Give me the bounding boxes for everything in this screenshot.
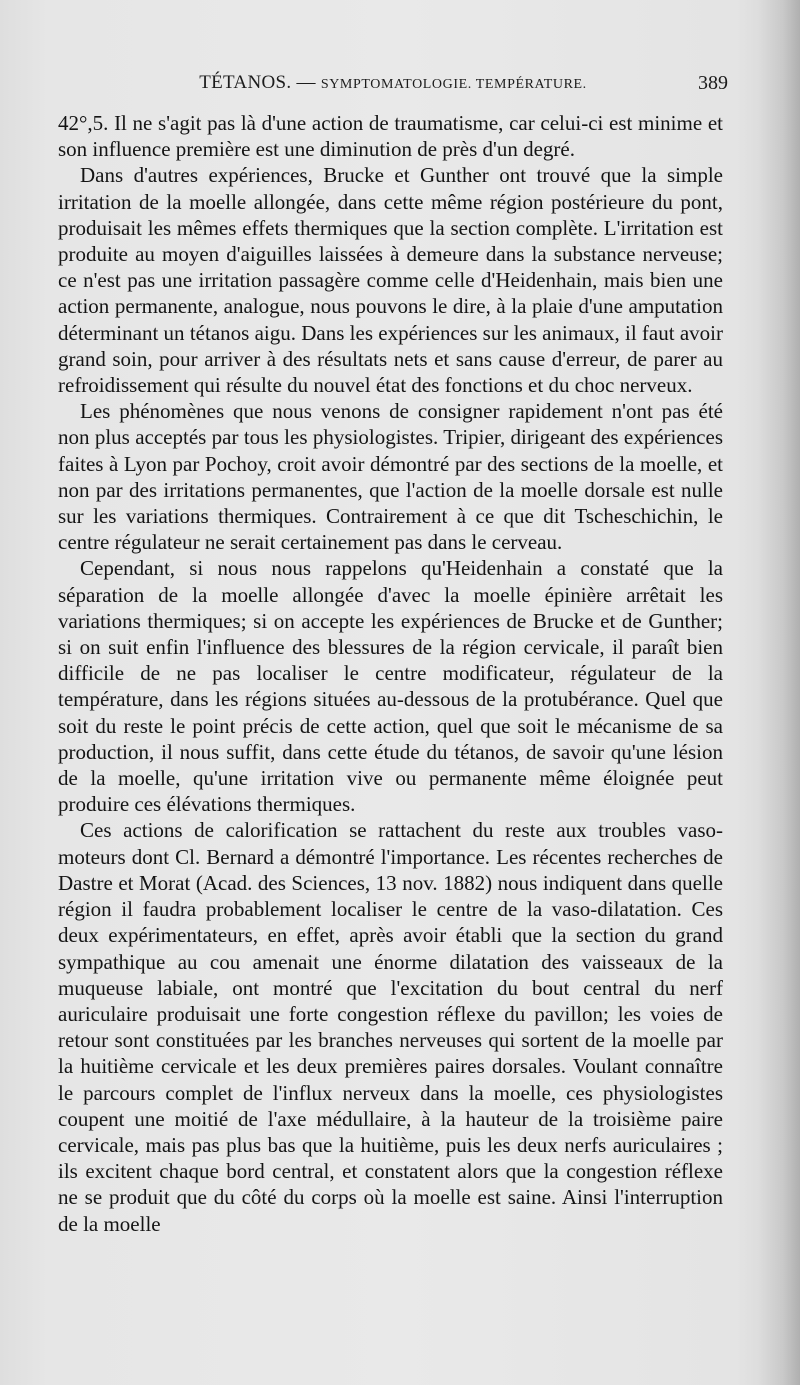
running-title [58,72,728,94]
paragraph-heidenhain: Cependant, si nous nous rappelons qu'Heidenhain a constaté que la séparation de la moelle allongée d'avec la moelle épinière arrêtait les variations thermiques; si on accepte les expériences de Brucke et de Gunther; si on suit enfin l'influence des blessures de la région cervicale, il paraît bien difficile de ne pas localiser le centre modificateur, régulateur de la température, dans les régions situées au-dessous de la protubérance. Quel que soit du reste le point précis de cette action, quel que soit le mécanisme de sa production, il nous suffit, dans cette étude du tétanos, de savoir qu'une lésion de la moelle, qu'une irritation vive ou permanente même éloignée peut produire ces élévations thermiques. [58,556,723,817]
facing-page-shadow [758,0,800,1385]
paragraph-continuation: 42°,5. Il ne s'agit pas là d'une action de traumatisme, car celui-ci est minime et son influence première est une diminution de près d'un degré. [58,111,723,162]
paragraph-tripier: Les phénomènes que nous venons de consigner rapidement n'ont pas été non plus acceptés par tous les physiologistes. Tripier, dirigeant des expériences faites à Lyon par Pochoy, croit avoir démontré par des sections de la moelle, et non par des irritations permanentes, que l'action de la moelle dorsale est nulle sur les variations thermiques. Contrairement à ce que dit Tscheschichin, le centre régulateur ne serait certainement pas dans le cerveau. [58,399,723,555]
page-number: 389 [698,72,728,94]
header-dash: — [291,72,321,93]
paragraph-vaso-moteurs: Ces actions de calorification se rattachent du reste aux troubles vaso-moteurs dont Cl. Bernard a démontré l'importance. Les récentes recherches de Dastre et Morat (Acad. des Sciences, 13 nov. 1882) nous indiquent dans quelle région il faudra probablement localiser le centre de la vaso-dilatation. Ces deux expérimentateurs, en effet, après avoir établi que la section du grand sympathique au cou amenait une énorme dilatation des vaisseaux de la muqueuse labiale, ont montré que l'excitation du bout central du nerf auriculaire produisait une forte congestion réflexe du pavillon; les voies de retour sont constituées par les branches nerveuses qui sortent de la moelle par la huitième cervicale et les deux premières paires dorsales. Voulant connaître le parcours complet de l'influx nerveux dans la moelle, ces physiologistes coupent une moitié de l'axe médullaire, à la hauteur de la troisième paire cervicale, mais pas plus bas que la huitième, puis les deux nerfs auriculaires ; ils excitent chaque bord central, et constatent alors que la congestion réflexe ne se produit que du côté du corps où la moelle est saine. Ainsi l'interruption de la moelle [58,818,723,1236]
header-title-main: TÉTANOS. [199,72,292,93]
body-text [58,110,723,1237]
header-section-title: SYMPTOMATOLOGIE. TEMPÉRATURE. [320,77,587,92]
running-header [58,72,728,102]
paragraph-brucke-gunther: Dans d'autres expériences, Brucke et Gunther ont trouvé que la simple irritation de la moelle allongée, dans cette même région postérieure du pont, produisait les mêmes effets thermiques que la section complète. L'irritation est produite au moyen d'aiguilles laissées à demeure dans la substance nerveuse; ce n'est pas une irritation passagère comme celle d'Heidenhain, mais bien une action permanente, analogue, nous pouvons le dire, à la plaie d'une amputation déterminant un tétanos aigu. Dans les expériences sur les animaux, il faut avoir grand soin, pour arriver à des résultats nets et sans cause d'erreur, de parer au refroidissement qui résulte du nouvel état des fonctions et du choc nerveux. [58,163,723,398]
